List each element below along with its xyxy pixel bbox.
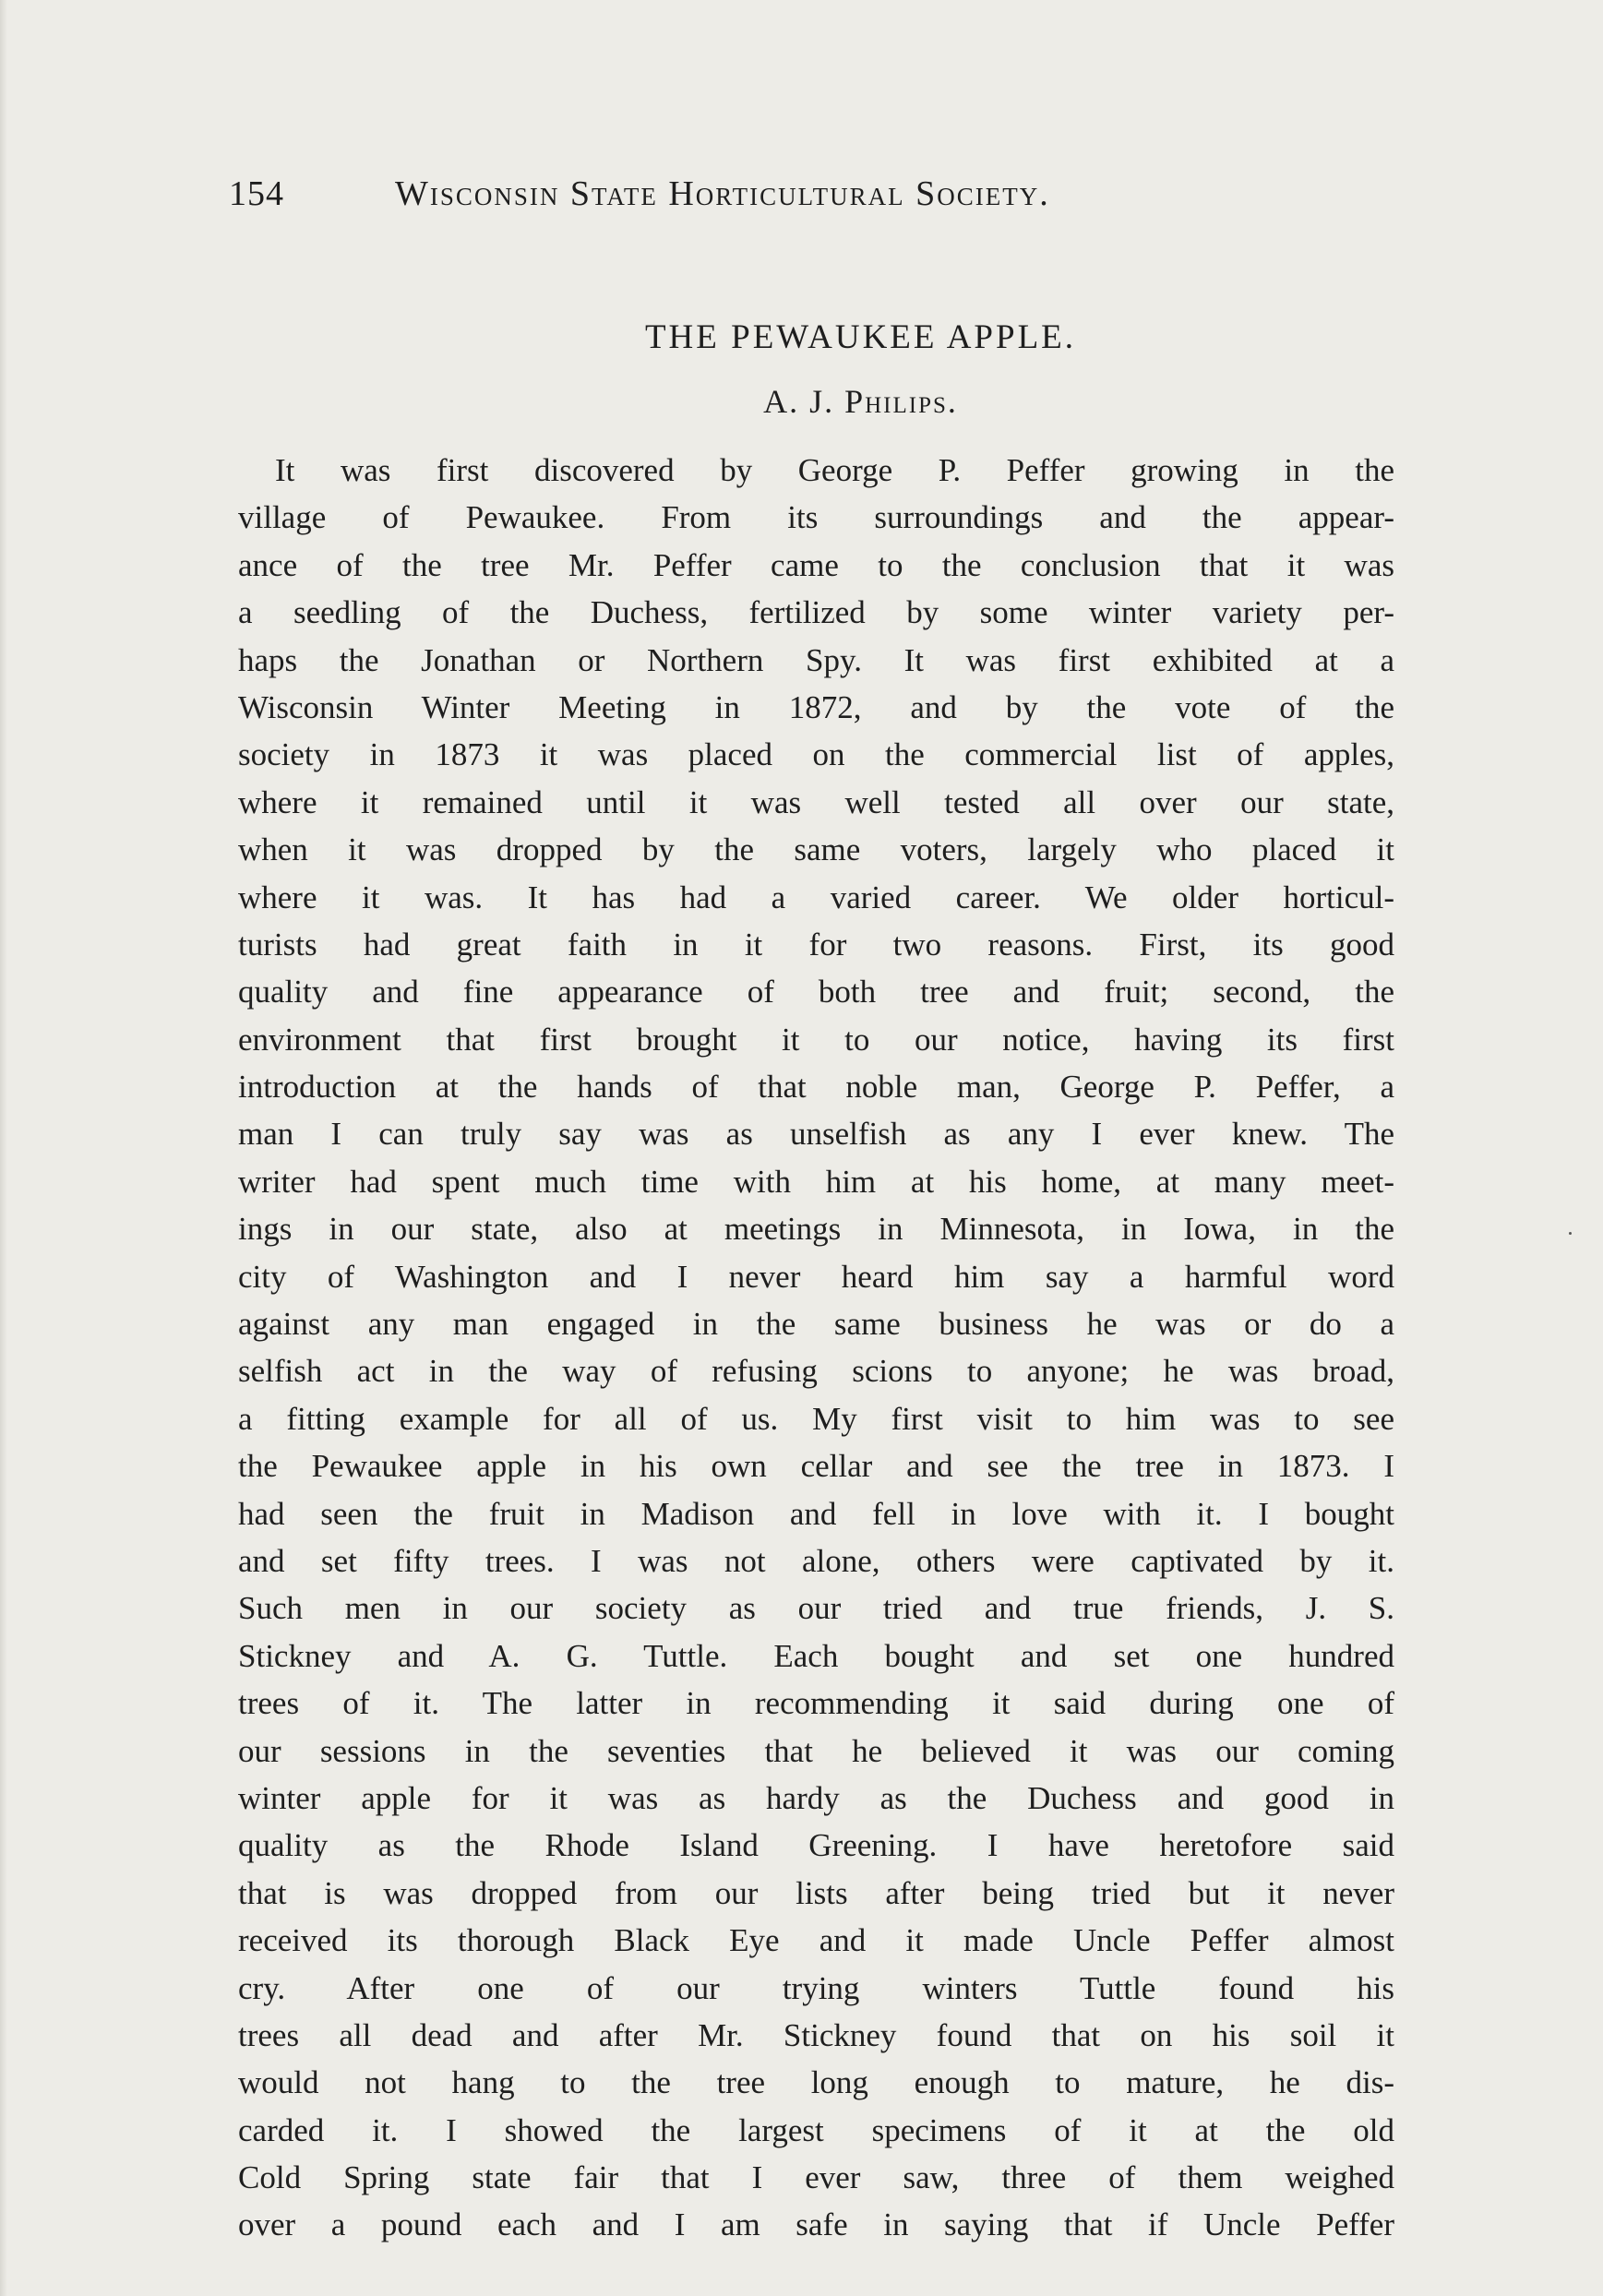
body-line: trees of it. The latter in recommending it said during one of bbox=[238, 1685, 1394, 1722]
body-line: carded it. I showed the largest specimens of it at the old bbox=[238, 2111, 1394, 2148]
body-line: a seedling of the Duchess, fertilized by some winter variety per- bbox=[238, 594, 1394, 631]
body-line: It was first discovered by George P. Peffer growing in the bbox=[275, 452, 1394, 488]
body-line: over a pound each and I am safe in saying that if Uncle Peffer bbox=[238, 2206, 1394, 2243]
body-line: against any man engaged in the same business he was or do a bbox=[238, 1306, 1394, 1343]
body-line: our sessions in the seventies that he believed it was our coming bbox=[238, 1732, 1394, 1769]
body-line: and set fifty trees. I was not alone, others were captivated by it. bbox=[238, 1542, 1394, 1579]
article-author: A. J. Philips. bbox=[763, 383, 958, 420]
body-line: trees all dead and after Mr. Stickney found that on his soil it bbox=[238, 2016, 1394, 2053]
body-line: the Pewaukee apple in his own cellar and see the tree in 1873. I bbox=[238, 1448, 1394, 1485]
body-line: ings in our state, also at meetings in Minnesota, in Iowa, in the bbox=[238, 1211, 1394, 1248]
body-line: Cold Spring state fair that I ever saw, three of them weighed bbox=[238, 2159, 1394, 2196]
body-line: turists had great faith in it for two reasons. First, its good bbox=[238, 926, 1394, 963]
body-line: introduction at the hands of that noble man, George P. Peffer, a bbox=[238, 1069, 1394, 1106]
body-line: Such men in our society as our tried and true friends, J. S. bbox=[238, 1590, 1394, 1627]
body-line: winter apple for it was as hardy as the Duchess and good in bbox=[238, 1779, 1394, 1816]
body-line: a fitting example for all of us. My first visit to him was to see bbox=[238, 1400, 1394, 1437]
body-line: selfish act in the way of refusing scions to anyone; he was broad, bbox=[238, 1353, 1394, 1390]
article-title: THE PEWAUKEE APPLE. bbox=[644, 318, 1077, 356]
journal-title: Wisconsin State Horticultural Society. bbox=[395, 174, 1050, 213]
body-line: haps the Jonathan or Northern Spy. It was first exhibited at a bbox=[238, 641, 1394, 678]
body-line: cry. After one of our trying winters Tuttle found his bbox=[238, 1969, 1394, 2006]
body-line: city of Washington and I never heard him say a harmful word bbox=[238, 1258, 1394, 1295]
body-line: man I can truly say was as unselfish as any I ever knew. The bbox=[238, 1116, 1394, 1153]
body-line: quality as the Rhode Island Greening. I have heretofore said bbox=[238, 1827, 1394, 1864]
body-line: ance of the tree Mr. Peffer came to the conclusion that it was bbox=[238, 546, 1394, 583]
body-line: had seen the fruit in Madison and fell in love with it. I bought bbox=[238, 1495, 1394, 1532]
body-line: when it was dropped by the same voters, largely who placed it bbox=[238, 831, 1394, 868]
body-line: that is was dropped from our lists after being tried but it never bbox=[238, 1874, 1394, 1911]
page-number: 154 bbox=[229, 174, 284, 213]
body-line: where it was. It has had a varied career. We older horticul- bbox=[238, 879, 1394, 915]
margin-speck bbox=[1569, 1232, 1572, 1235]
body-line: would not hang to the tree long enough to mature, he dis- bbox=[238, 2064, 1394, 2101]
body-line: writer had spent much time with him at his home, at many meet- bbox=[238, 1163, 1394, 1200]
body-line: environment that first brought it to our notice, having its first bbox=[238, 1021, 1394, 1058]
body-line: society in 1873 it was placed on the commercial list of apples, bbox=[238, 736, 1394, 773]
body-line: where it remained until it was well tested all over our state, bbox=[238, 783, 1394, 820]
body-line: Wisconsin Winter Meeting in 1872, and by the vote of the bbox=[238, 688, 1394, 725]
body-line: quality and fine appearance of both tree and fruit; second, the bbox=[238, 974, 1394, 1010]
article-body bbox=[238, 447, 1394, 2249]
body-line: village of Pewaukee. From its surroundings and the appear- bbox=[238, 499, 1394, 536]
body-line: Stickney and A. G. Tuttle. Each bought and set one hundred bbox=[238, 1637, 1394, 1674]
running-header bbox=[229, 173, 1226, 229]
body-line: received its thorough Black Eye and it made Uncle Peffer almost bbox=[238, 1922, 1394, 1959]
